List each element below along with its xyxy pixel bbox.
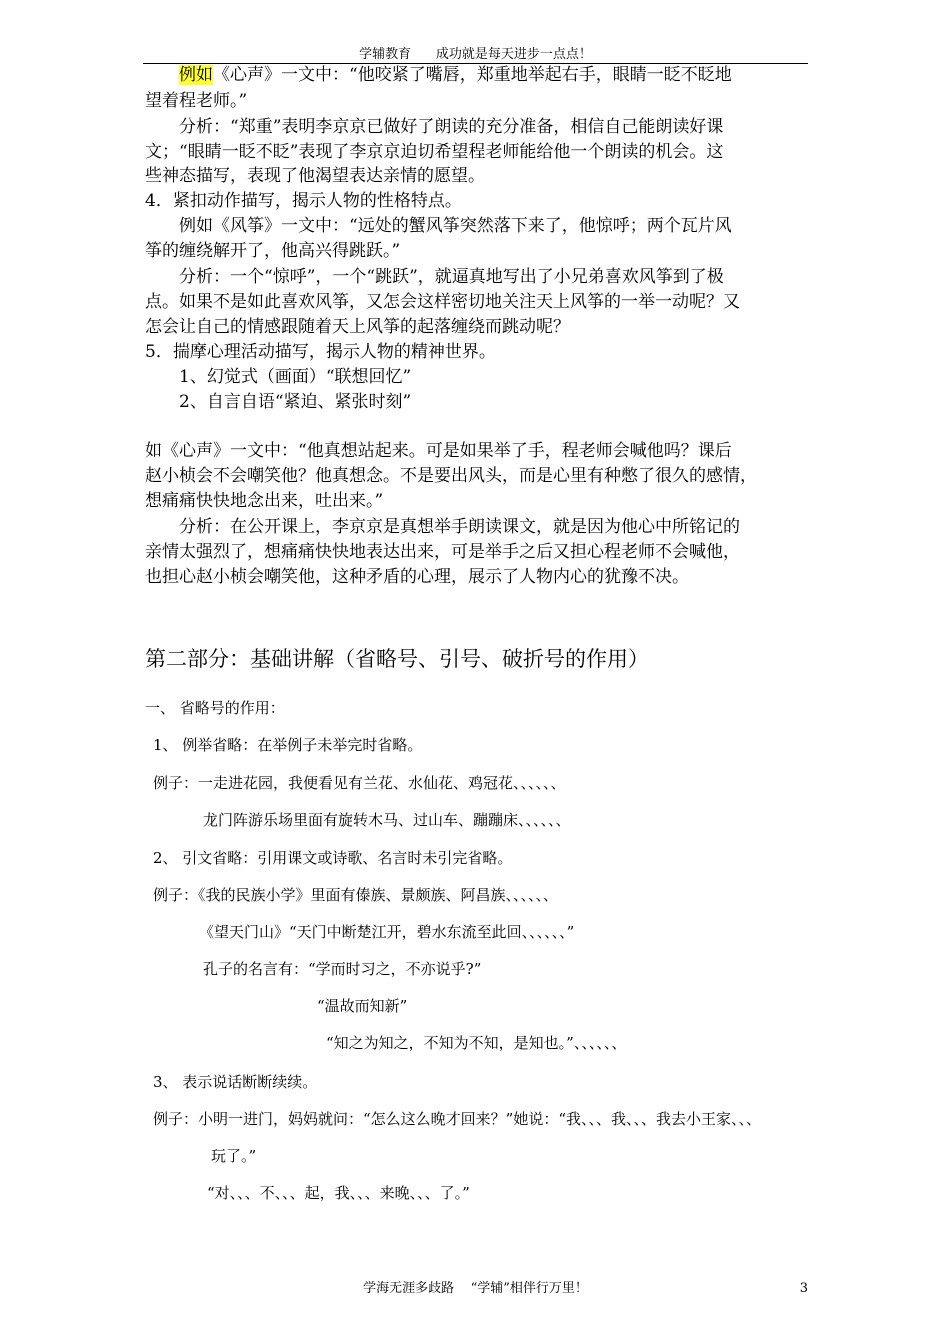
example-line: 例子：小明一进门，妈妈就问：“怎么这么晚才回来？”她说：“我、、、我、、、我去小王家、、、 (153, 1110, 762, 1128)
example-line: 孔子的名言有：“学而时习之，不亦说乎?” (203, 960, 482, 978)
example-line: 龙门阵游乐场里面有旋转木马、过山车、蹦蹦床、、、、、、 (203, 811, 571, 829)
example-line: 例子：《我的民族小学》里面有傣族、景颇族、阿昌族、、、、、、 (153, 886, 559, 904)
example-line: “知之为知之，不知为不知，是知也。”、、、、、、 (326, 1034, 627, 1052)
analysis-line: 亲情太强烈了，想痛痛快快地表达出来，可是举手之后又担心程老师不会喊他， (145, 542, 740, 562)
analysis-line: 也担心赵小桢会嘲笑他，这种矛盾的心理，展示了人物内心的犹豫不决。 (145, 567, 689, 587)
analysis-line: 点。如果不是如此喜欢风筝，又怎会这样密切地关注天上风筝的一举一动呢？又 (145, 292, 740, 312)
list-item: 1、 例举省略：在举例子未举完时省略。 (153, 736, 423, 754)
section-heading: 4．紧扣动作描写，揭示人物的性格特点。 (145, 191, 462, 211)
example-text: 《心声》一文中：“他咬紧了嘴唇，郑重地举起右手，眼睛一眨不眨地 (213, 65, 732, 85)
example-line: “对、、、不、、、起，我、、、来晚、、、了。” (207, 1184, 470, 1202)
part-title: 第二部分：基础讲解（省略号、引号、破折号的作用） (145, 647, 649, 671)
analysis-line: 分析：一个“惊呼”，一个“跳跃”，就逼真地写出了小兄弟喜欢风筝到了极 (179, 267, 724, 287)
highlighted-text: 例如 (179, 65, 213, 85)
section-heading: 5．揣摩心理活动描写，揭示人物的精神世界。 (145, 342, 496, 362)
example-line: 望着程老师。” (145, 91, 248, 111)
page-header: 学辅教育 成功就是每天进步一点点！ (359, 47, 592, 62)
analysis-line: 分析：在公开课上，李京京是真想举手朗读课文，就是因为他心中所铭记的 (179, 517, 740, 537)
example-line: 如《心声》一文中：“他真想站起来。可是如果举了手，程老师会喊他吗？课后 (145, 441, 732, 461)
example-line: “温故而知新” (317, 997, 408, 1015)
subsection-heading: 一、 省略号的作用： (145, 699, 285, 717)
page-number: 3 (799, 1281, 808, 1296)
list-item: 2、 引文省略：引用课文或诗歌、名言时未引完省略。 (153, 849, 513, 867)
analysis-line: 些神态描写，表现了他渴望表达亲情的愿望。 (145, 166, 485, 186)
example-line: 例子：一走进花园，我便看见有兰花、水仙花、鸡冠花、、、、、、 (153, 774, 566, 792)
example-line: 玩了。” (211, 1147, 257, 1165)
list-item: 2、自言自语“紧迫、紧张时刻” (179, 392, 412, 412)
example-line: 筝的缠绕解开了，他高兴得跳跃。” (145, 241, 401, 261)
example-line (179, 62, 732, 88)
footer-slogan: 学海无涯多歧路 “学辅”相伴行万里！ (363, 1281, 588, 1296)
list-item: 1、幻觉式（画面）“联想回忆” (179, 367, 412, 387)
analysis-line: 文；“眼睛一眨不眨”表现了李京京迫切希望程老师能给他一个朗读的机会。这 (145, 142, 724, 162)
page-footer (143, 1281, 808, 1297)
analysis-line: 怎会让自己的情感跟随着天上风筝的起落缠绕而跳动呢？ (145, 317, 570, 337)
example-line: 想痛痛快快地念出来，吐出来。” (145, 491, 384, 511)
example-line: 例如《风筝》一文中：“远处的蟹风筝突然落下来了，他惊呼；两个瓦片风 (179, 216, 732, 236)
example-line: 赵小桢会不会嘲笑他？他真想念。不是要出风头，而是心里有种憋了很久的感情， (145, 466, 757, 486)
analysis-line: 分析：“郑重”表明李京京已做好了朗读的充分准备，相信自己能朗读好课 (179, 117, 724, 137)
example-line: 《望天门山》“天门中断楚江开，碧水东流至此回、、、、、、” (199, 923, 575, 941)
list-item: 3、 表示说话断断续续。 (153, 1073, 318, 1091)
